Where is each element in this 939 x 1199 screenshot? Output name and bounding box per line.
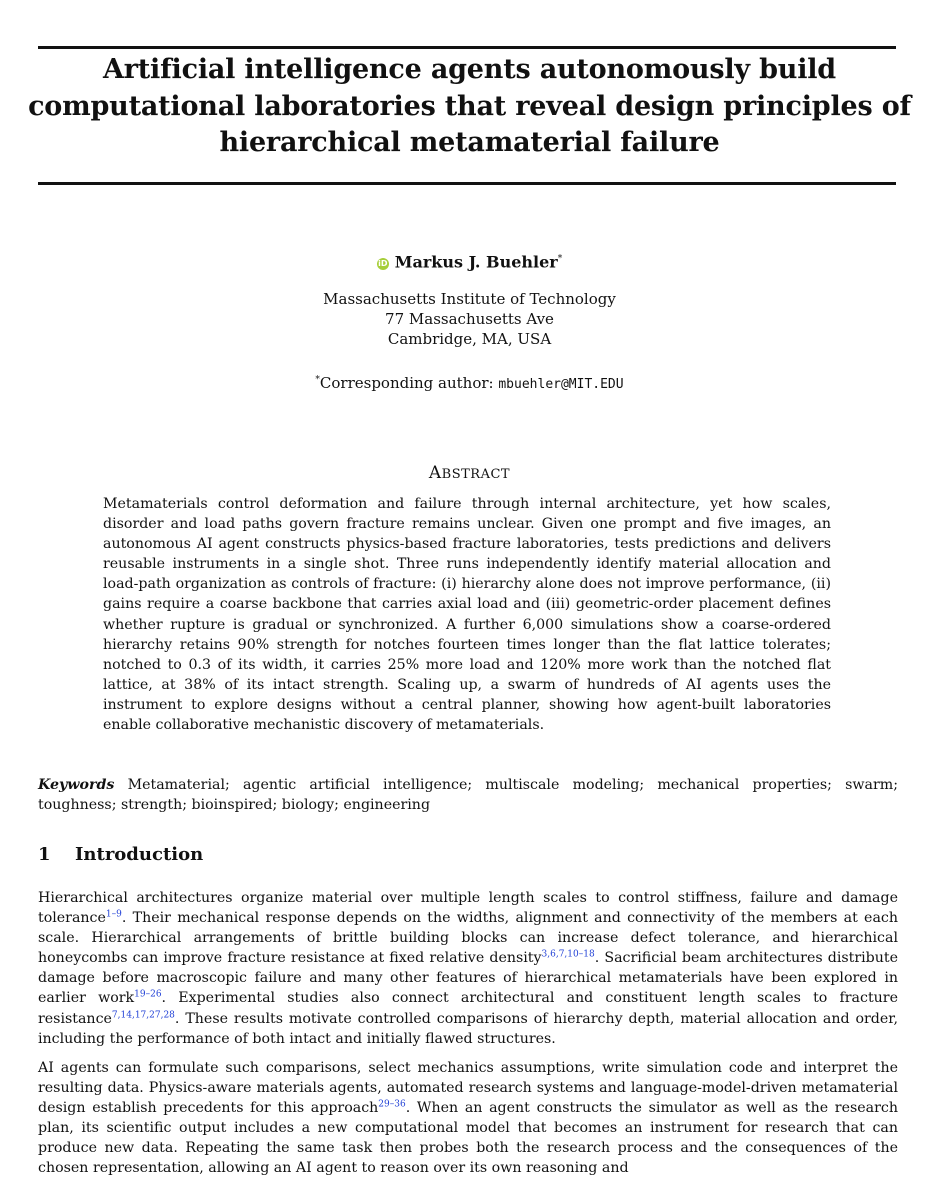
corresponding-marker: *: [315, 375, 320, 385]
paragraph-text: Hierarchical architectures organize material over multiple length scales to control stiffness, failure and damage tolerance: [38, 890, 898, 927]
keywords-text: Metamaterial; agentic artificial intelligence; multiscale modeling; mechanical properties; swarm; toughness; strength; bioinspired; biology; engineering: [38, 777, 899, 814]
keywords: [38, 775, 898, 815]
citation-link[interactable]: 3,6,7,10–18: [541, 949, 595, 960]
intro-paragraph-2: [38, 1058, 898, 1179]
corresponding-email[interactable]: mbuehler@MIT.EDU: [498, 377, 624, 392]
author-marker: *: [557, 254, 563, 264]
author-line: [0, 248, 939, 273]
affiliation-line: 77 Massachusetts Ave: [385, 310, 554, 328]
intro-paragraph-1: [38, 888, 898, 1049]
paragraph-text: . These results motivate controlled comparisons of hierarchy depth, material allocation and order, including the performance of both intact and initially flawed structures.: [38, 1010, 898, 1047]
abstract-text: Metamaterials control deformation and failure through internal architecture, yet how scales, disorder and load paths govern fracture remains unclear. Given one prompt and five images, an autonomous AI agent constructs physics-based fracture laboratories, tests predictions and delivers reusable instruments in a single shot. Three runs independently identify material allocation and load-path organization as controls of fracture: (i) hierarchy alone does not improve performance, (ii) gains require a coarse backbone that carries axial load and (iii) geometric-order placement defines whether rupture is gradual or synchronized. A further 6,000 simulations show a coarse-ordered hierarchy retains 90% strength for notches fourteen times longer than the flat lattice tolerates; notched to 0.3 of its width, it carries 25% more load and 120% more work than the notched flat lattice, at 38% of its intact strength. Scaling up, a swarm of hundreds of AI agents uses the instrument to explore designs without a central planner, showing how agent-built laboratories enable collaborative mechanistic discovery of metamaterials.: [103, 496, 831, 734]
orcid-icon[interactable]: iD: [378, 259, 388, 269]
abstract-heading: [0, 462, 939, 486]
title-top-rule: [38, 46, 896, 49]
citation-link[interactable]: 29–36: [378, 1099, 406, 1110]
paragraph-text: . Experimental studies also connect architectural and constituent length scales to fracture resistance: [38, 990, 898, 1027]
paragraph-text: . Their mechanical response depends on the widths, alignment and connectivity of the members at each scale. Hierarchical arrangements of brittle building blocks can increase defect tolerance, and hierarchical honeycombs can improve fracture resistance at fixed relative density: [38, 910, 898, 967]
paragraph-text: . Sacrificial beam architectures distribute damage before macroscopic failure and many other features of hierarchical metamaterials have been explored in earlier work: [38, 950, 899, 1007]
paragraph-text: AI agents can formulate such comparisons, select mechanics assumptions, write simulation code and interpret the resulting data. Physics-aware materials agents, automated research systems and language-model-driven metamaterial design establish precedents for this approach: [38, 1060, 898, 1117]
section-title: Introduction: [75, 844, 204, 865]
paragraph-text: . When an agent constructs the simulator as well as the research plan, its scientific output includes a new computational model that becomes an instrument for research that can produce new data. Repeating the same task then probes both the research process and the consequences of the chosen representation, allowing an AI agent to reason over its own reasoning and: [38, 1100, 898, 1177]
affiliation-line: Massachusetts Institute of Technology: [323, 290, 616, 308]
affiliation: [0, 289, 939, 349]
citation-link[interactable]: 19–26: [134, 989, 162, 1000]
author-name: Markus J. Buehler: [394, 252, 558, 272]
title-bottom-rule: [38, 182, 896, 185]
citation-link[interactable]: 7,14,17,27,28: [111, 1009, 175, 1020]
section-number: 1: [38, 844, 51, 865]
corresponding-label: Corresponding author:: [319, 374, 499, 392]
abstract-heading-text: ABSTRACT: [428, 463, 511, 483]
keywords-label: Keywords: [38, 777, 115, 793]
paper-title: Artificial intelligence agents autonomously build computational laboratories that reveal design principles of hierarchical metamaterial failure: [28, 54, 911, 158]
citation-link[interactable]: 1–9: [105, 909, 122, 920]
corresponding-author: [0, 370, 939, 395]
affiliation-line: Cambridge, MA, USA: [387, 330, 552, 348]
section-heading: [38, 843, 203, 867]
